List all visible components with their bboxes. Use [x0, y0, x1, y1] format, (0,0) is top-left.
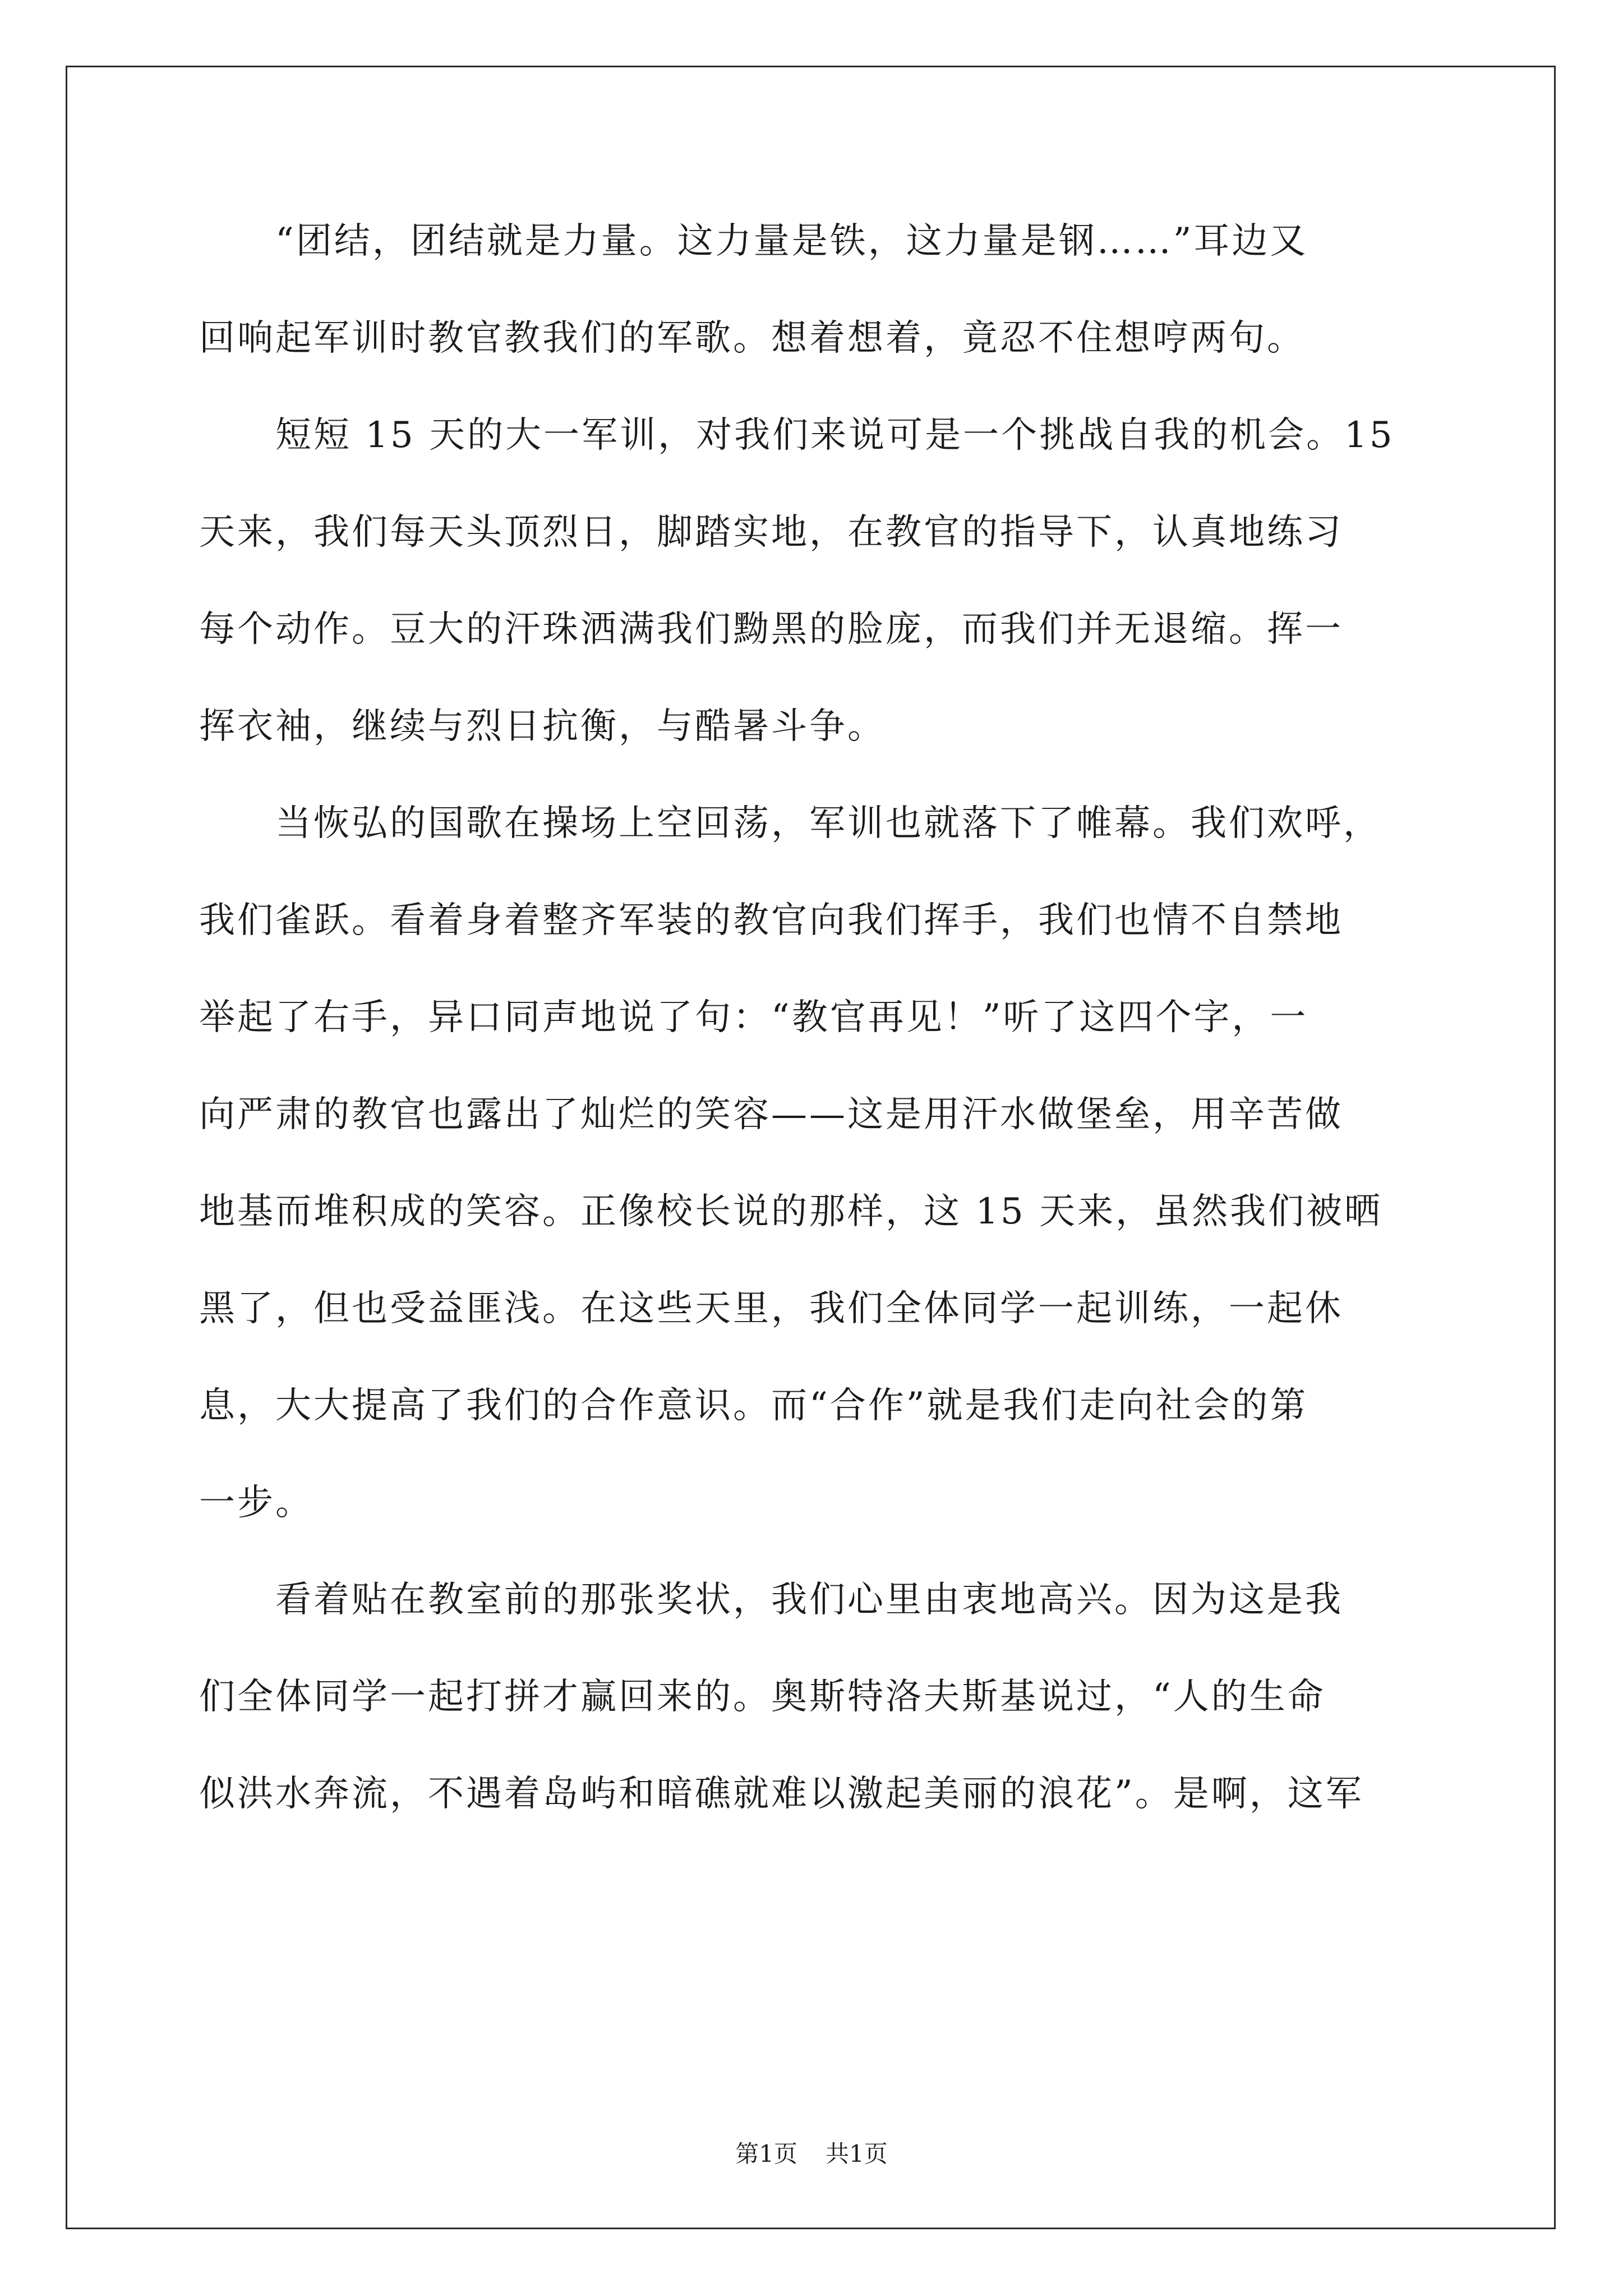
- document-body: [199, 216, 1455, 1866]
- page-number: 第1页: [735, 2140, 797, 2168]
- text-line: 每个动作。豆大的汗珠洒满我们黝黑的脸庞，而我们并无退缩。挥一: [199, 609, 1343, 650]
- text-line: 我们雀跃。看着身着整齐军装的教官向我们挥手，我们也情不自禁地: [199, 900, 1343, 941]
- text-line: 向严肃的教官也露出了灿烂的笑容——这是用汗水做堡垒，用辛苦做: [199, 1094, 1343, 1135]
- text-line: 息，大大提高了我们的合作意识。而“合作”就是我们走向社会的第: [199, 1385, 1308, 1427]
- text-line: 短短 15 天的大一军训，对我们来说可是一个挑战自我的机会。15: [199, 415, 1395, 456]
- text-line: 当恢弘的国歌在操场上空回荡，军训也就落下了帷幕。我们欢呼，: [199, 803, 1381, 844]
- text-line: 似洪水奔流，不遇着岛屿和暗礁就难以激起美丽的浪花”。是啊，这军: [199, 1773, 1364, 1815]
- text-line: 挥衣袖，继续与烈日抗衡，与酷暑斗争。: [199, 706, 886, 747]
- text-line: “团结，团结就是力量。这力量是铁，这力量是钢……”耳边又: [199, 220, 1308, 262]
- text-line: 地基而堆积成的笑容。正像校长说的那样，这 15 天来，虽然我们被晒: [199, 1191, 1383, 1232]
- page-footer: [0, 2140, 1623, 2168]
- text-line: 看着贴在教室前的那张奖状，我们心里由衷地高兴。因为这是我: [199, 1579, 1343, 1621]
- text-line: 天来，我们每天头顶烈日，脚踏实地，在教官的指导下，认真地练习: [199, 512, 1343, 553]
- text-line: 们全体同学一起打拼才赢回来的。奥斯特洛夫斯基说过，“人的生命: [199, 1676, 1326, 1718]
- text-line: 回响起军训时教官教我们的军歌。想着想着，竟忍不住想哼两句。: [199, 318, 1305, 359]
- text-line: 黑了，但也受益匪浅。在这些天里，我们全体同学一起训练，一起休: [199, 1288, 1343, 1329]
- text-line: 一步。: [199, 1482, 313, 1524]
- text-line: 举起了右手，异口同声地说了句：“教官再见！”听了这四个字，一: [199, 997, 1308, 1038]
- page-total: 共1页: [826, 2140, 888, 2168]
